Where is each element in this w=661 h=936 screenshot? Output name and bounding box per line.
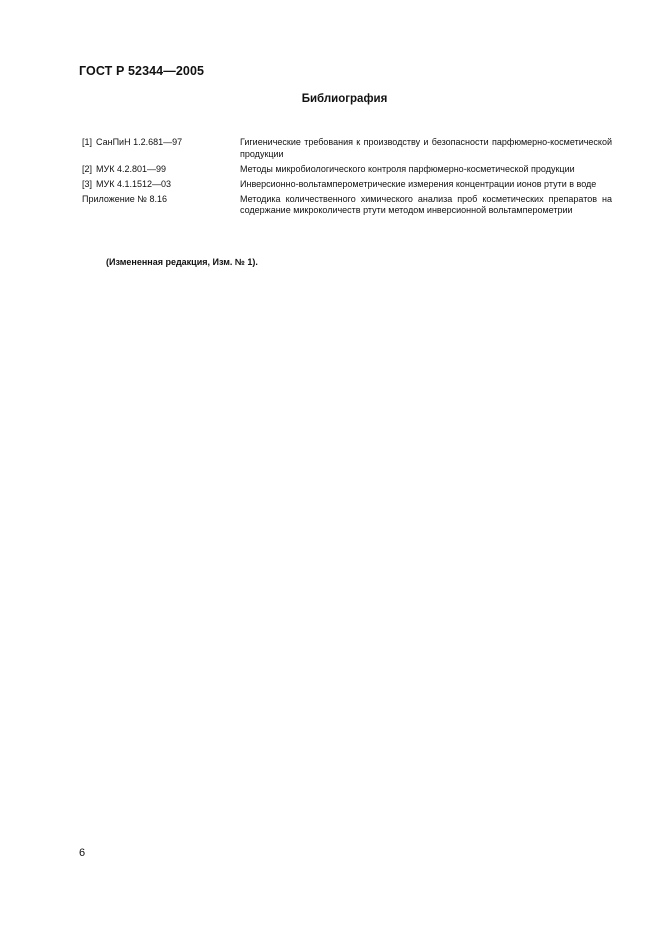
- standard-header: ГОСТ Р 52344—2005: [79, 64, 205, 78]
- bibliography-reference: [82, 194, 240, 217]
- bibliography-entry: [82, 179, 612, 191]
- bibliography-code: МУК 4.1.1512—03: [96, 178, 172, 189]
- bibliography-reference: [82, 179, 240, 191]
- bibliography-entry: [82, 164, 612, 176]
- section-title: Библиография: [301, 93, 388, 105]
- bibliography-description: Методика количественного химического анализа проб косметических препаратов на содержание микроколичеств ртути методом инверсионной вольтамперометрии: [240, 193, 612, 215]
- bibliography-description: Методы микробиологического контроля парфюмерно-косметической продукции: [240, 163, 575, 174]
- bibliography-code: МУК 4.2.801—99: [96, 163, 167, 174]
- bibliography-reference: [82, 164, 240, 176]
- bibliography-code: СанПиН 1.2.681—97: [96, 137, 183, 147]
- bibliography-number: [2]: [82, 163, 93, 174]
- bibliography-entry: [82, 194, 612, 217]
- bibliography-entry: [82, 137, 612, 160]
- bibliography-number: [3]: [82, 178, 93, 189]
- bibliography-reference: [82, 137, 240, 160]
- page-number: 6: [79, 847, 86, 859]
- bibliography-list: [82, 137, 612, 220]
- bibliography-code: Приложение № 8.16: [82, 193, 167, 204]
- amendment-note: (Измененная редакция, Изм. № 1).: [106, 257, 258, 267]
- bibliography-description: Инверсионно-вольтамперометрические измерения концентрации ионов ртути в воде: [240, 178, 597, 189]
- bibliography-description: Гигиенические требования к производству и безопасности парфюмерно-косметической продукции: [240, 137, 612, 159]
- bibliography-number: [1]: [82, 137, 93, 147]
